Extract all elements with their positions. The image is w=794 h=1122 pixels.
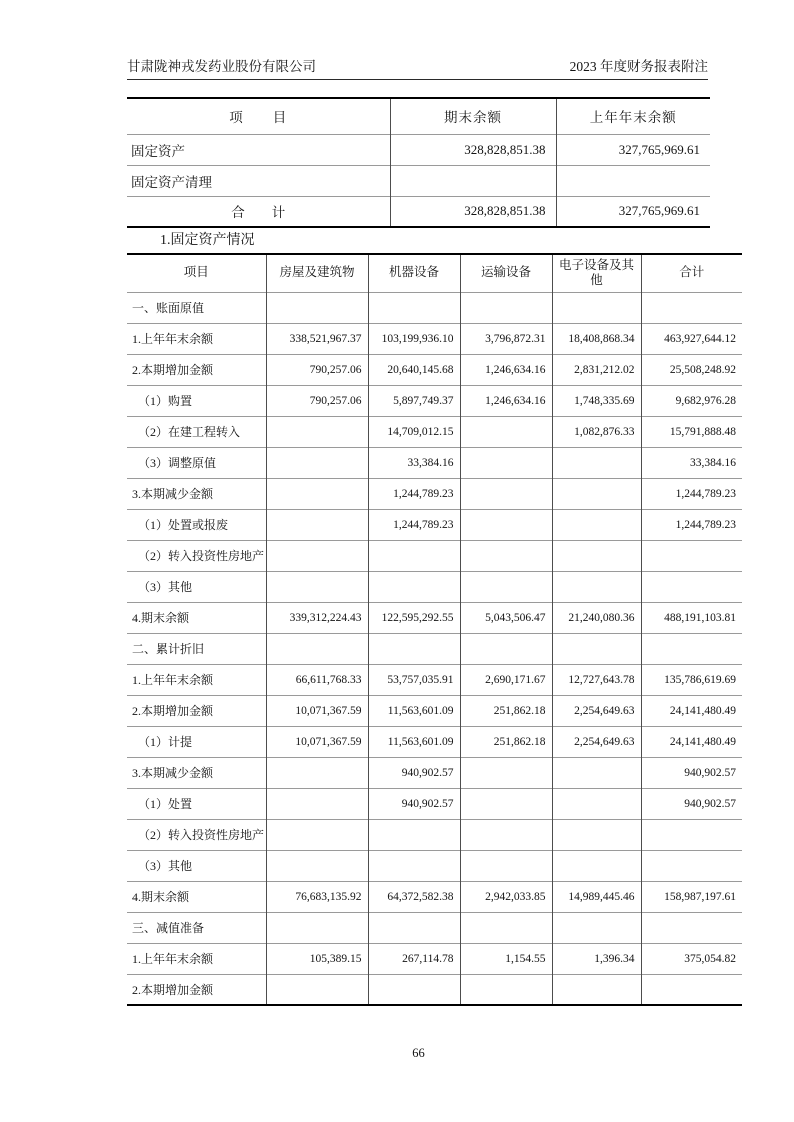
table-row	[127, 196, 710, 227]
table-row	[127, 134, 710, 165]
value-cell: 1,244,789.23	[641, 509, 742, 540]
page-number: 66	[412, 1046, 425, 1060]
row-label-cell: 2.本期增加金额	[127, 695, 266, 726]
row-label-cell: （3）其他	[127, 571, 266, 602]
value-cell	[460, 478, 552, 509]
value-cell: 103,199,936.10	[368, 323, 460, 354]
value-cell: 1,082,876.33	[552, 416, 641, 447]
value-cell: 375,054.82	[641, 943, 742, 974]
value-cell	[460, 292, 552, 323]
section-title: 1.固定资产情况	[160, 233, 255, 248]
value-cell	[552, 850, 641, 881]
table-row	[127, 726, 742, 757]
value-cell: 2,942,033.85	[460, 881, 552, 912]
row-label-cell: （3）其他	[127, 850, 266, 881]
value-cell	[460, 509, 552, 540]
value-cell	[460, 571, 552, 602]
value-cell	[460, 757, 552, 788]
value-cell: 940,902.57	[641, 788, 742, 819]
table-row	[127, 943, 742, 974]
value-cell	[368, 974, 460, 1005]
table-row	[127, 323, 742, 354]
value-cell	[368, 850, 460, 881]
table-row	[127, 354, 742, 385]
value-cell: 1,154.55	[460, 943, 552, 974]
value-cell	[552, 540, 641, 571]
column-header: 机器设备	[368, 254, 460, 292]
value-cell	[460, 633, 552, 664]
value-cell	[460, 416, 552, 447]
value-cell	[266, 292, 368, 323]
table-row	[127, 757, 742, 788]
value-cell: 33,384.16	[368, 447, 460, 478]
value-cell	[368, 912, 460, 943]
value-cell	[460, 819, 552, 850]
value-cell: 790,257.06	[266, 385, 368, 416]
row-label-cell: 3.本期减少金额	[127, 757, 266, 788]
value-cell	[641, 540, 742, 571]
row-label-cell: 2.本期增加金额	[127, 354, 266, 385]
value-cell	[266, 788, 368, 819]
table-row	[127, 633, 742, 664]
value-cell: 338,521,967.37	[266, 323, 368, 354]
value-cell	[641, 292, 742, 323]
value-cell: 1,396.34	[552, 943, 641, 974]
value-cell	[266, 447, 368, 478]
value-cell	[266, 912, 368, 943]
value-cell: 328,828,851.38	[390, 196, 556, 227]
row-label-cell: 2.本期增加金额	[127, 974, 266, 1005]
value-cell	[266, 571, 368, 602]
value-cell: 327,765,969.61	[556, 134, 710, 165]
value-cell	[641, 912, 742, 943]
value-cell	[266, 478, 368, 509]
value-cell	[266, 416, 368, 447]
row-label-cell: 1.上年年末余额	[127, 323, 266, 354]
table-row	[127, 788, 742, 819]
value-cell	[266, 633, 368, 664]
value-cell: 20,640,145.68	[368, 354, 460, 385]
table-row	[127, 385, 742, 416]
value-cell: 2,690,171.67	[460, 664, 552, 695]
value-cell: 940,902.57	[641, 757, 742, 788]
value-cell	[552, 633, 641, 664]
company-name: 甘肃陇神戎发药业股份有限公司	[127, 59, 316, 74]
value-cell: 463,927,644.12	[641, 323, 742, 354]
value-cell: 66,611,768.33	[266, 664, 368, 695]
value-cell	[641, 850, 742, 881]
value-cell	[368, 540, 460, 571]
value-cell: 327,765,969.61	[556, 196, 710, 227]
row-label-cell: 一、账面原值	[127, 292, 266, 323]
value-cell	[641, 974, 742, 1005]
value-cell: 12,727,643.78	[552, 664, 641, 695]
table-row	[127, 602, 742, 633]
value-cell	[552, 509, 641, 540]
value-cell	[368, 292, 460, 323]
value-cell	[266, 509, 368, 540]
value-cell: 1,244,789.23	[368, 509, 460, 540]
value-cell	[460, 974, 552, 1005]
value-cell: 10,071,367.59	[266, 726, 368, 757]
table-row	[127, 165, 710, 196]
value-cell: 10,071,367.59	[266, 695, 368, 726]
table-row	[127, 974, 742, 1005]
table-row	[127, 912, 742, 943]
table-header-row	[127, 254, 742, 292]
value-cell: 3,796,872.31	[460, 323, 552, 354]
table-row	[127, 292, 742, 323]
row-label-cell: （1）计提	[127, 726, 266, 757]
value-cell: 24,141,480.49	[641, 695, 742, 726]
row-label-cell: （3）调整原值	[127, 447, 266, 478]
row-label-cell: 1.上年年末余额	[127, 943, 266, 974]
value-cell: 328,828,851.38	[390, 134, 556, 165]
fixed-assets-summary-table	[127, 97, 710, 228]
table-row	[127, 416, 742, 447]
value-cell: 251,862.18	[460, 695, 552, 726]
report-title: 2023 年度财务报表附注	[569, 59, 708, 74]
value-cell	[460, 912, 552, 943]
value-cell: 53,757,035.91	[368, 664, 460, 695]
value-cell: 21,240,080.36	[552, 602, 641, 633]
value-cell	[266, 757, 368, 788]
value-cell: 15,791,888.48	[641, 416, 742, 447]
column-header: 项目	[127, 254, 266, 292]
value-cell	[556, 165, 710, 196]
value-cell: 1,244,789.23	[641, 478, 742, 509]
value-cell: 2,254,649.63	[552, 726, 641, 757]
row-label-cell: 三、减值准备	[127, 912, 266, 943]
row-label-cell: 4.期末余额	[127, 602, 266, 633]
table-row	[127, 881, 742, 912]
value-cell: 251,862.18	[460, 726, 552, 757]
value-cell	[641, 819, 742, 850]
row-label-cell: 1.上年年末余额	[127, 664, 266, 695]
column-header: 合计	[679, 265, 705, 280]
row-label-cell: （1）处置或报废	[127, 509, 266, 540]
column-header: 上年年末余额	[589, 110, 677, 126]
value-cell	[552, 974, 641, 1005]
value-cell: 940,902.57	[368, 788, 460, 819]
value-cell	[552, 571, 641, 602]
table-row	[127, 664, 742, 695]
row-label-cell: 二、累计折旧	[127, 633, 266, 664]
value-cell: 9,682,976.28	[641, 385, 742, 416]
value-cell	[552, 478, 641, 509]
fixed-assets-detail-table	[127, 253, 742, 1006]
row-label-cell: （1）购置	[127, 385, 266, 416]
value-cell	[390, 165, 556, 196]
table-row	[127, 571, 742, 602]
table-header-row	[127, 98, 710, 134]
column-header: 电子设备及其他	[552, 254, 641, 292]
value-cell: 267,114.78	[368, 943, 460, 974]
value-cell	[368, 571, 460, 602]
table-row	[127, 540, 742, 571]
table-row	[127, 695, 742, 726]
value-cell	[266, 819, 368, 850]
value-cell	[552, 292, 641, 323]
value-cell	[266, 974, 368, 1005]
value-cell: 5,897,749.37	[368, 385, 460, 416]
value-cell	[552, 757, 641, 788]
value-cell	[641, 571, 742, 602]
column-header: 期末余额	[390, 98, 556, 134]
value-cell: 14,709,012.15	[368, 416, 460, 447]
value-cell: 11,563,601.09	[368, 695, 460, 726]
value-cell	[552, 912, 641, 943]
row-label-cell: （2）转入投资性房地产	[127, 819, 266, 850]
row-label-cell: 3.本期减少金额	[127, 478, 266, 509]
row-label-cell: 4.期末余额	[127, 881, 266, 912]
value-cell	[266, 850, 368, 881]
row-label-cell: 固定资产	[127, 134, 390, 165]
value-cell: 105,389.15	[266, 943, 368, 974]
value-cell: 2,254,649.63	[552, 695, 641, 726]
table-row	[127, 478, 742, 509]
value-cell: 25,508,248.92	[641, 354, 742, 385]
table-row	[127, 509, 742, 540]
table-row	[127, 447, 742, 478]
value-cell: 14,989,445.46	[552, 881, 641, 912]
value-cell	[460, 788, 552, 819]
row-label-cell: （2）在建工程转入	[127, 416, 266, 447]
value-cell	[552, 788, 641, 819]
column-header: 房屋及建筑物	[266, 254, 368, 292]
value-cell: 488,191,103.81	[641, 602, 742, 633]
value-cell: 1,246,634.16	[460, 385, 552, 416]
row-label-cell: （1）处置	[127, 788, 266, 819]
column-header: 项 目	[127, 98, 390, 134]
value-cell: 5,043,506.47	[460, 602, 552, 633]
value-cell: 11,563,601.09	[368, 726, 460, 757]
value-cell: 24,141,480.49	[641, 726, 742, 757]
value-cell: 64,372,582.38	[368, 881, 460, 912]
value-cell: 1,748,335.69	[552, 385, 641, 416]
value-cell: 2,831,212.02	[552, 354, 641, 385]
value-cell	[552, 447, 641, 478]
value-cell: 1,244,789.23	[368, 478, 460, 509]
row-label-cell: 固定资产清理	[127, 165, 390, 196]
value-cell: 135,786,619.69	[641, 664, 742, 695]
value-cell	[368, 633, 460, 664]
row-label-cell: （2）转入投资性房地产	[127, 540, 266, 571]
row-label-cell: 合 计	[127, 196, 390, 227]
value-cell: 790,257.06	[266, 354, 368, 385]
value-cell: 1,246,634.16	[460, 354, 552, 385]
value-cell	[460, 540, 552, 571]
value-cell	[641, 633, 742, 664]
value-cell: 122,595,292.55	[368, 602, 460, 633]
value-cell: 940,902.57	[368, 757, 460, 788]
value-cell: 18,408,868.34	[552, 323, 641, 354]
value-cell: 158,987,197.61	[641, 881, 742, 912]
value-cell	[552, 819, 641, 850]
table-row	[127, 819, 742, 850]
value-cell	[460, 850, 552, 881]
column-header: 运输设备	[460, 254, 552, 292]
table-row	[127, 850, 742, 881]
running-header	[127, 55, 708, 80]
value-cell: 33,384.16	[641, 447, 742, 478]
value-cell	[266, 540, 368, 571]
value-cell: 76,683,135.92	[266, 881, 368, 912]
value-cell: 339,312,224.43	[266, 602, 368, 633]
value-cell	[368, 819, 460, 850]
value-cell	[460, 447, 552, 478]
